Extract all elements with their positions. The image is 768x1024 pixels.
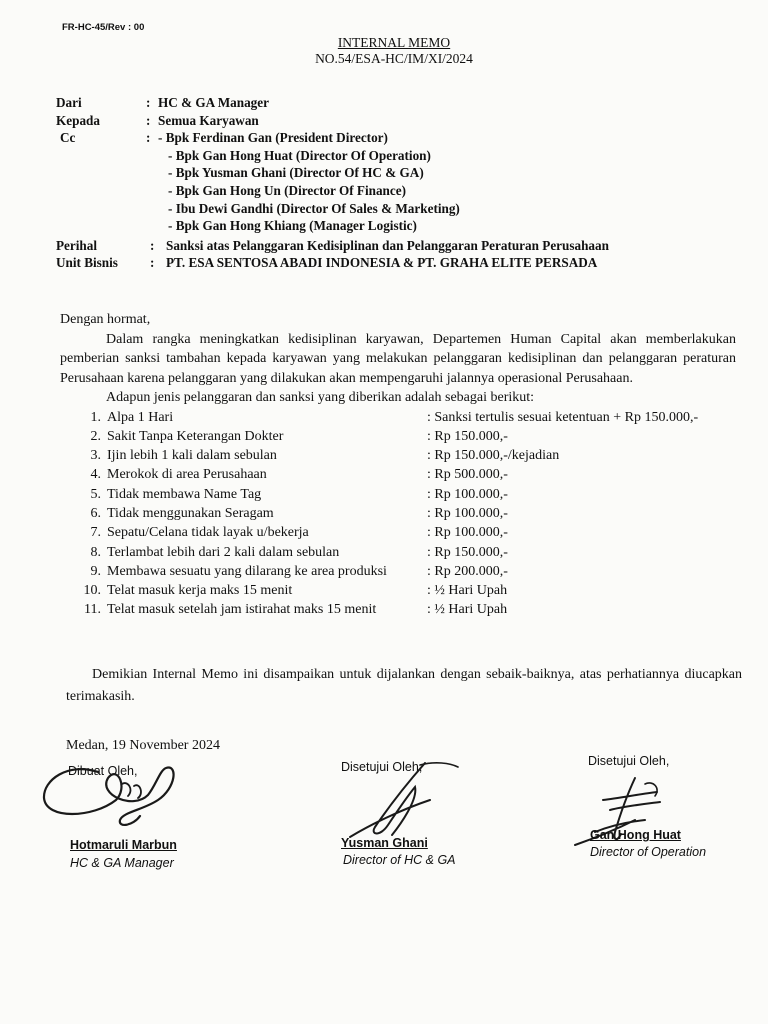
- violation-sanction: : Rp 100.000,-: [427, 525, 508, 541]
- violation-number: 11.: [84, 602, 101, 618]
- closing-text: Demikian Internal Memo ini disampaikan untuk dijalankan dengan sebaik-baiknya, atas perhatiannya diucapkan terimakasih.: [66, 667, 742, 704]
- violation-item: [60, 562, 736, 581]
- cc-item: - Bpk Gan Hong Un (Director Of Finance): [168, 182, 406, 198]
- violation-sanction: : ½ Hari Upah: [427, 602, 508, 618]
- violation-number: 3.: [90, 448, 101, 464]
- violation-sanction: : Rp 200.000,-: [427, 563, 508, 579]
- dari-value: HC & GA Manager: [158, 95, 269, 110]
- violation-sanction: : Rp 150.000,-/kejadian: [427, 448, 560, 464]
- kepada-label: Kepada: [56, 112, 100, 128]
- signature-title-2: Director of HC & GA: [343, 853, 456, 867]
- signature-label-1: Dibuat Oleh,: [68, 764, 138, 778]
- signature-name-2: Yusman Ghani: [341, 836, 428, 850]
- unit-value: PT. ESA SENTOSA ABADI INDONESIA & PT. GRAHA ELITE PERSADA: [166, 255, 598, 271]
- violation-number: 7.: [90, 525, 101, 541]
- header-row-perihal: Perihal : Sanksi atas Pelanggaran Kedisiplinan dan Pelanggaran Peraturan Perusahaan: [56, 237, 696, 255]
- violation-text: Sakit Tanpa Keterangan Dokter: [107, 428, 284, 444]
- unit-label: Unit Bisnis: [56, 255, 118, 271]
- dari-label: Dari: [56, 95, 82, 110]
- violation-text: Tidak membawa Name Tag: [107, 486, 262, 502]
- violation-item: [60, 485, 736, 504]
- violation-item: [60, 543, 736, 562]
- violation-sanction: : Rp 150.000,-: [427, 544, 508, 560]
- cc-first: - Bpk Ferdinan Gan (President Director): [158, 130, 388, 146]
- signature-name-1: Hotmaruli Marbun: [70, 838, 177, 852]
- violation-item: [60, 581, 736, 600]
- header-row-unit: Unit Bisnis : PT. ESA SENTOSA ABADI INDONESIA & PT. GRAHA ELITE PERSADA: [56, 254, 696, 272]
- salutation: Dengan hormat,: [60, 312, 151, 327]
- cc-item: - Bpk Gan Hong Khiang (Manager Logistic): [168, 218, 417, 234]
- cc-item: - Bpk Gan Hong Huat (Director Of Operation): [168, 147, 431, 163]
- violation-text: Membawa sesuatu yang dilarang ke area produksi: [107, 563, 387, 579]
- violation-text: Terlambat lebih dari 2 kali dalam sebulan: [107, 544, 340, 560]
- violation-number: 5.: [90, 486, 101, 502]
- violation-sanction: : ½ Hari Upah: [427, 583, 508, 599]
- memo-heading: [0, 35, 768, 67]
- form-code: FR-HC-45/Rev : 00: [62, 22, 145, 33]
- kepada-value: Semua Karyawan: [158, 112, 259, 128]
- cc-item: - Bpk Yusman Ghani (Director Of HC & GA): [168, 165, 424, 181]
- violation-text: Merokok di area Perusahaan: [107, 467, 267, 483]
- memo-header: [56, 94, 696, 272]
- violation-number: 4.: [90, 467, 101, 483]
- signature-hotmaruli: [38, 740, 208, 840]
- violation-sanction: : Rp 100.000,-: [427, 505, 508, 521]
- violation-text: Tidak menggunakan Seragam: [107, 505, 274, 521]
- cc-item: - Ibu Dewi Gandhi (Director Of Sales & Marketing): [168, 200, 460, 216]
- violation-list: [60, 408, 736, 620]
- signature-label-2: Disetujui Oleh,: [341, 760, 423, 774]
- violation-number: 10.: [83, 583, 101, 599]
- header-row-cc: Cc : - Bpk Ferdinan Gan (President Director): [56, 129, 696, 147]
- memo-title: INTERNAL MEMO: [337, 35, 451, 50]
- violation-item: [60, 600, 736, 619]
- signature-label-3: Disetujui Oleh,: [588, 754, 670, 768]
- violation-text: Alpa 1 Hari: [107, 409, 174, 425]
- memo-body: [60, 310, 736, 620]
- violation-number: 2.: [90, 428, 101, 444]
- violation-item: [60, 446, 736, 465]
- violation-number: 8.: [90, 544, 101, 560]
- violation-item: [60, 465, 736, 484]
- signature-title-1: HC & GA Manager: [70, 856, 174, 870]
- closing-paragraph: [66, 664, 742, 708]
- perihal-label: Perihal: [56, 237, 98, 253]
- signature-title-3: Director of Operation: [590, 845, 707, 859]
- violation-text: Telat masuk kerja maks 15 menit: [107, 583, 293, 599]
- place-date: Medan, 19 November 2024: [66, 738, 220, 753]
- cc-label: Cc: [60, 130, 76, 146]
- violation-text: Telat masuk setelah jam istirahat maks 15 menit: [107, 602, 377, 618]
- violation-item: [60, 523, 736, 542]
- memo-number: NO.54/ESA-HC/IM/XI/2024: [315, 51, 473, 66]
- paragraph-list-intro: Adapun jenis pelanggaran dan sanksi yang diberikan adalah sebagai berikut:: [106, 390, 535, 405]
- violation-text: Ijin lebih 1 kali dalam sebulan: [107, 448, 277, 464]
- header-row-kepada: Kepada : Semua Karyawan: [56, 112, 696, 130]
- violation-text: Sepatu/Celana tidak layak u/bekerja: [107, 525, 309, 541]
- violation-sanction: : Rp 100.000,-: [427, 486, 508, 502]
- violation-sanction: : Rp 500.000,-: [427, 467, 508, 483]
- violation-number: 6.: [90, 505, 101, 521]
- signature-name-3: Gan Hong Huat: [590, 828, 681, 842]
- violation-item: [60, 408, 736, 427]
- violation-number: 9.: [90, 563, 101, 579]
- violation-number: 1.: [90, 409, 101, 425]
- perihal-value: Sanksi atas Pelanggaran Kedisiplinan dan Pelanggaran Peraturan Perusahaan: [166, 237, 609, 253]
- paragraph-intro: Dalam rangka meningkatkan kedisiplinan karyawan, Departemen Human Capital akan memberlakukan pemberian sanksi tambahan kepada karyawan yang melakukan pelanggaran kedisiplinan dan pelanggaran peraturan Perusahaan karena pelanggaran yang dilakukan akan mempengaruhi jalannya operasional Perusahaan.: [60, 331, 736, 386]
- violation-item: [60, 504, 736, 523]
- violation-sanction: : Sanksi tertulis sesuai ketentuan + Rp 150.000,-: [427, 409, 699, 425]
- violation-item: [60, 427, 736, 446]
- header-row-dari: Dari : HC & GA Manager: [56, 94, 696, 112]
- violation-sanction: : Rp 150.000,-: [427, 428, 508, 444]
